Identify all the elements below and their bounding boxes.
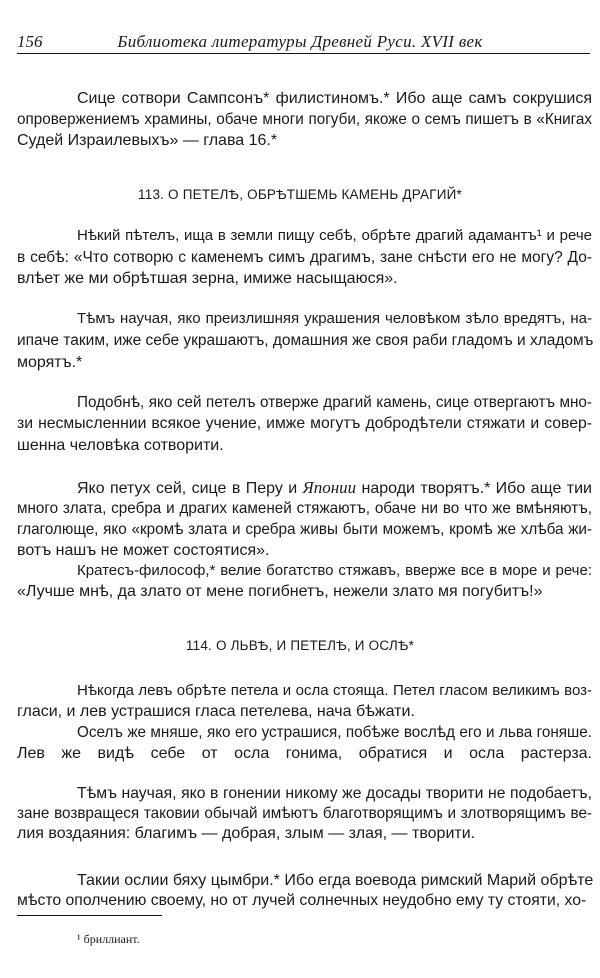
- text-line: Тѣмъ научая, яко в гонении никому же досады творити не подобаетъ,: [77, 785, 592, 802]
- page-number: 156: [17, 32, 43, 51]
- text-line: зане возвращеся таковии обычай имѣютъ благотворящимъ и злотворящимъ ве-: [17, 805, 592, 822]
- text-line: Кратесъ-философ,* велие богатство стяжавъ, вверже все в море и рече:: [77, 562, 592, 579]
- text-segment: народи творятъ.* Ибо аще тии: [356, 480, 592, 497]
- footnote-rule: [17, 915, 162, 916]
- text-line: Нѣкогда левъ обрѣте петела и осла стояща. Петел гласом великимъ воз-: [77, 682, 592, 699]
- footnote: ¹ бриллиант.: [77, 932, 140, 946]
- text-line: лия воздаяния: благимъ — добрая, злым — злая, — творити.: [17, 825, 476, 842]
- text-line: Судей Израилевыхъ» — глава 16.*: [17, 132, 278, 149]
- text-line: вотъ нашъ не может состоятися».: [17, 542, 270, 559]
- text-line: зи несмысленнии всякое учение, имже могутъ добродѣтели стяжати и совер-: [17, 415, 592, 432]
- running-header-title: Библиотека литературы Древней Руси. XVII век: [117, 32, 483, 51]
- text-line: Такии ослии бяху цымбри.* Ибо егда воевода римский Марий обрѣте: [77, 872, 594, 889]
- text-line: морятъ.*: [17, 354, 83, 371]
- text-line: ипаче таким, иже себе украшаютъ, домашния же своя раби гладомъ и хладомъ: [17, 332, 594, 349]
- text-line: гласи, и лев устрашися гласа петелева, нача бѣжати.: [17, 703, 415, 720]
- text-line: Сице сотвори Сампсонъ* филистиномъ.* Ибо аще самъ сокрушися: [77, 90, 592, 107]
- text-line: Лев же видѣ себе от осла гонима, обратися и осла растерза.: [17, 745, 592, 762]
- text-line: Тѣмъ научая, яко преизлишняя украшения человѣком зѣло вредятъ, на-: [77, 310, 592, 327]
- text-line: Нѣкий пѣтелъ, ища в земли пищу себѣ, обрѣте драгий адамантъ¹ и рече: [77, 227, 592, 244]
- text-line: мѣсто ополчению своему, но от лучей солнечных неудобно ему ту стояти, хо-: [17, 892, 587, 909]
- section-heading: 113. О ПЕТЕЛѢ, ОБРѢТШЕМЬ КАМЕНЬ ДРАГИЙ*: [138, 187, 462, 202]
- text-segment: Яко петух сей, сице в Перу и: [77, 480, 303, 497]
- text-line: Оселъ же мняше, яко его устрашися, побѣже вослѣд его и льва гоняше.: [77, 724, 592, 741]
- text-line: [77, 477, 592, 498]
- text-line: в себѣ: «Что сотворю с каменемъ симъ драгимъ, зане снѣсти его не могу? До-: [17, 249, 592, 266]
- text-line: влѣет же ми обрѣтшая зерна, имиже насыщаюся».: [17, 270, 398, 287]
- text-line: опровержениемъ храмины, обаче многи погуби, якоже о семъ пишетъ в «Книгах: [17, 111, 592, 128]
- text-line: много злата, сребра и драгих каменей стяжаютъ, обаче ни во что же вмѣняютъ,: [17, 500, 592, 517]
- text-line: «Лучше мнѣ, да злато от мене погибнетъ, нежели злато мя погубитъ!»: [17, 583, 543, 600]
- header-rule: [17, 53, 590, 54]
- italic-text: Японии: [302, 478, 357, 497]
- text-line: шенна человѣка сотворити.: [17, 437, 224, 454]
- section-heading: 114. О ЛЬВѢ, И ПЕТЕЛѢ, И ОСЛѢ*: [185, 638, 415, 653]
- text-line: Подобнѣ, яко сей петелъ отверже драгий камень, сице отвергаютъ мно-: [77, 394, 592, 411]
- text-line: глаголюще, яко «кромѣ злата и сребра живы быти можемъ, кромѣ же хлѣба жи-: [17, 521, 592, 538]
